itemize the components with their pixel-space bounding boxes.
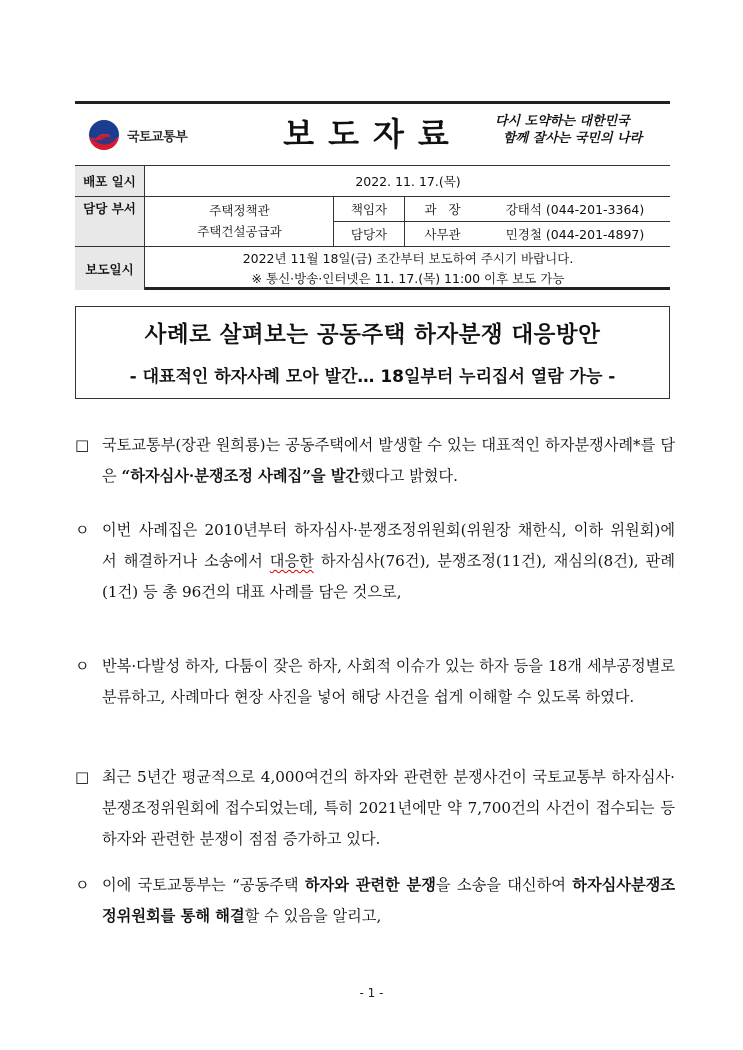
press-release-header: [75, 101, 670, 290]
doc-type-title: 보도자료: [283, 115, 463, 153]
paragraph-5-bold-2: 하자심사분쟁조정위원회를 통해 해결: [102, 876, 675, 925]
paragraph-1-part-1: 국토교통부(장관 원희룡)는 공동주택에서 발생할 수 있는 대표적인 하자분쟁사례*를 담은: [102, 436, 675, 485]
square-bullet-icon: □: [75, 768, 90, 786]
paragraph-1-part-2: 했다고 밝혔다.: [360, 467, 458, 485]
staff-title: 사무관: [424, 227, 461, 242]
headline-main: 사례로 살펴보는 공동주택 하자분쟁 대응방안: [144, 322, 601, 348]
paragraph-5-part-3: 할 수 있음을 알리고,: [244, 907, 382, 925]
dept-line-1: 주택정책관: [209, 203, 270, 218]
paragraph-2-part-2: 하자심사(76건), 분쟁조정(11건), 재심의(8건), 판례(1건) 등 총 96건의 대표 사례를 담은 것으로,: [102, 552, 675, 601]
staff-label: 담당자: [350, 227, 388, 242]
responsible-label: 책임자: [350, 202, 388, 217]
government-slogan: [495, 113, 665, 157]
slogan-line-1: 다시 도약하는 대한민국: [495, 114, 630, 129]
page-number: - 1 -: [359, 986, 384, 1000]
distribution-date: 2022. 11. 17.(목): [355, 174, 461, 189]
paragraph-2-text: [102, 515, 675, 608]
release-line-1: 2022년 11월 18일(금) 조간부터 보도하여 주시기 바랍니다.: [242, 251, 574, 266]
dept-line-2: 주택건설공급과: [197, 224, 282, 239]
paragraph-3: [75, 651, 675, 713]
paragraph-5: [75, 870, 675, 932]
paragraph-5-text: [102, 870, 675, 932]
paragraph-5-part-1: 이에 국토교통부는 “공동주택: [102, 876, 305, 894]
release-label: 보도일시: [75, 247, 145, 290]
dept-label-filler: [75, 219, 145, 246]
paragraph-2-part-1: 이번 사례집은 2010년부터 하자심사·분쟁조정위원회(위원장 채한식, 이하 위원회)에서 해결하거나 소송에서: [102, 521, 675, 570]
responsible-name: 강태석 (044-201-3364): [505, 202, 645, 217]
paragraph-2: [75, 515, 675, 608]
headline-box: [75, 306, 670, 399]
paragraph-1: [75, 430, 675, 492]
responsible-title: 과 장: [424, 202, 461, 217]
circle-bullet-icon: ㅇ: [75, 657, 90, 675]
dept-label: 담당 부서: [75, 197, 145, 219]
paragraph-3-text: 반복·다발성 하자, 다툼이 잦은 하자, 사회적 이슈가 있는 하자 등을 18개 세부공정별로 분류하고, 사례마다 현장 사진을 넣어 해당 사건을 쉽게 이해할 수 있도록 하였다.: [102, 657, 675, 706]
paragraph-5-part-2: 을 소송을 대신하여: [435, 876, 573, 894]
circle-bullet-icon: ㅇ: [75, 876, 90, 894]
staff-name: 민경철 (044-201-4897): [505, 227, 645, 242]
paragraph-5-bold-1: 하자와 관련한 분쟁: [304, 876, 436, 894]
ministry-name: 국토교통부: [127, 129, 188, 145]
paragraph-4: [75, 762, 675, 855]
ministry-logo: [87, 116, 237, 154]
header-banner: [75, 104, 670, 166]
headline-sub: - 대표적인 하자사례 모아 발간… 18일부터 누리집서 열람 가능 -: [129, 367, 616, 387]
release-line-2: ※ 통신·방송·인터넷은 11. 17.(목) 11:00 이후 보도 가능: [251, 271, 565, 286]
circle-bullet-icon: ㅇ: [75, 521, 90, 539]
ministry-emblem-icon: [87, 118, 121, 152]
distribution-label: 배포 일시: [75, 166, 145, 196]
square-bullet-icon: □: [75, 436, 90, 454]
paragraph-4-text: 최근 5년간 평균적으로 4,000여건의 하자와 관련한 분쟁사건이 국토교통부 하자심사·분쟁조정위원회에 접수되었는데, 특히 2021년에만 약 7,700건의 사건이 접수되는 등 하자와 관련한 분쟁이 점점 증가하고 있다.: [102, 768, 675, 848]
paragraph-1-bold: “하자심사·분쟁조정 사례집”을 발간: [121, 467, 361, 485]
paragraph-2-spellcheck-word: 대응한: [269, 552, 314, 570]
paragraph-1-text: [102, 430, 675, 492]
slogan-line-2: 함께 잘사는 국민의 나라: [503, 131, 643, 146]
